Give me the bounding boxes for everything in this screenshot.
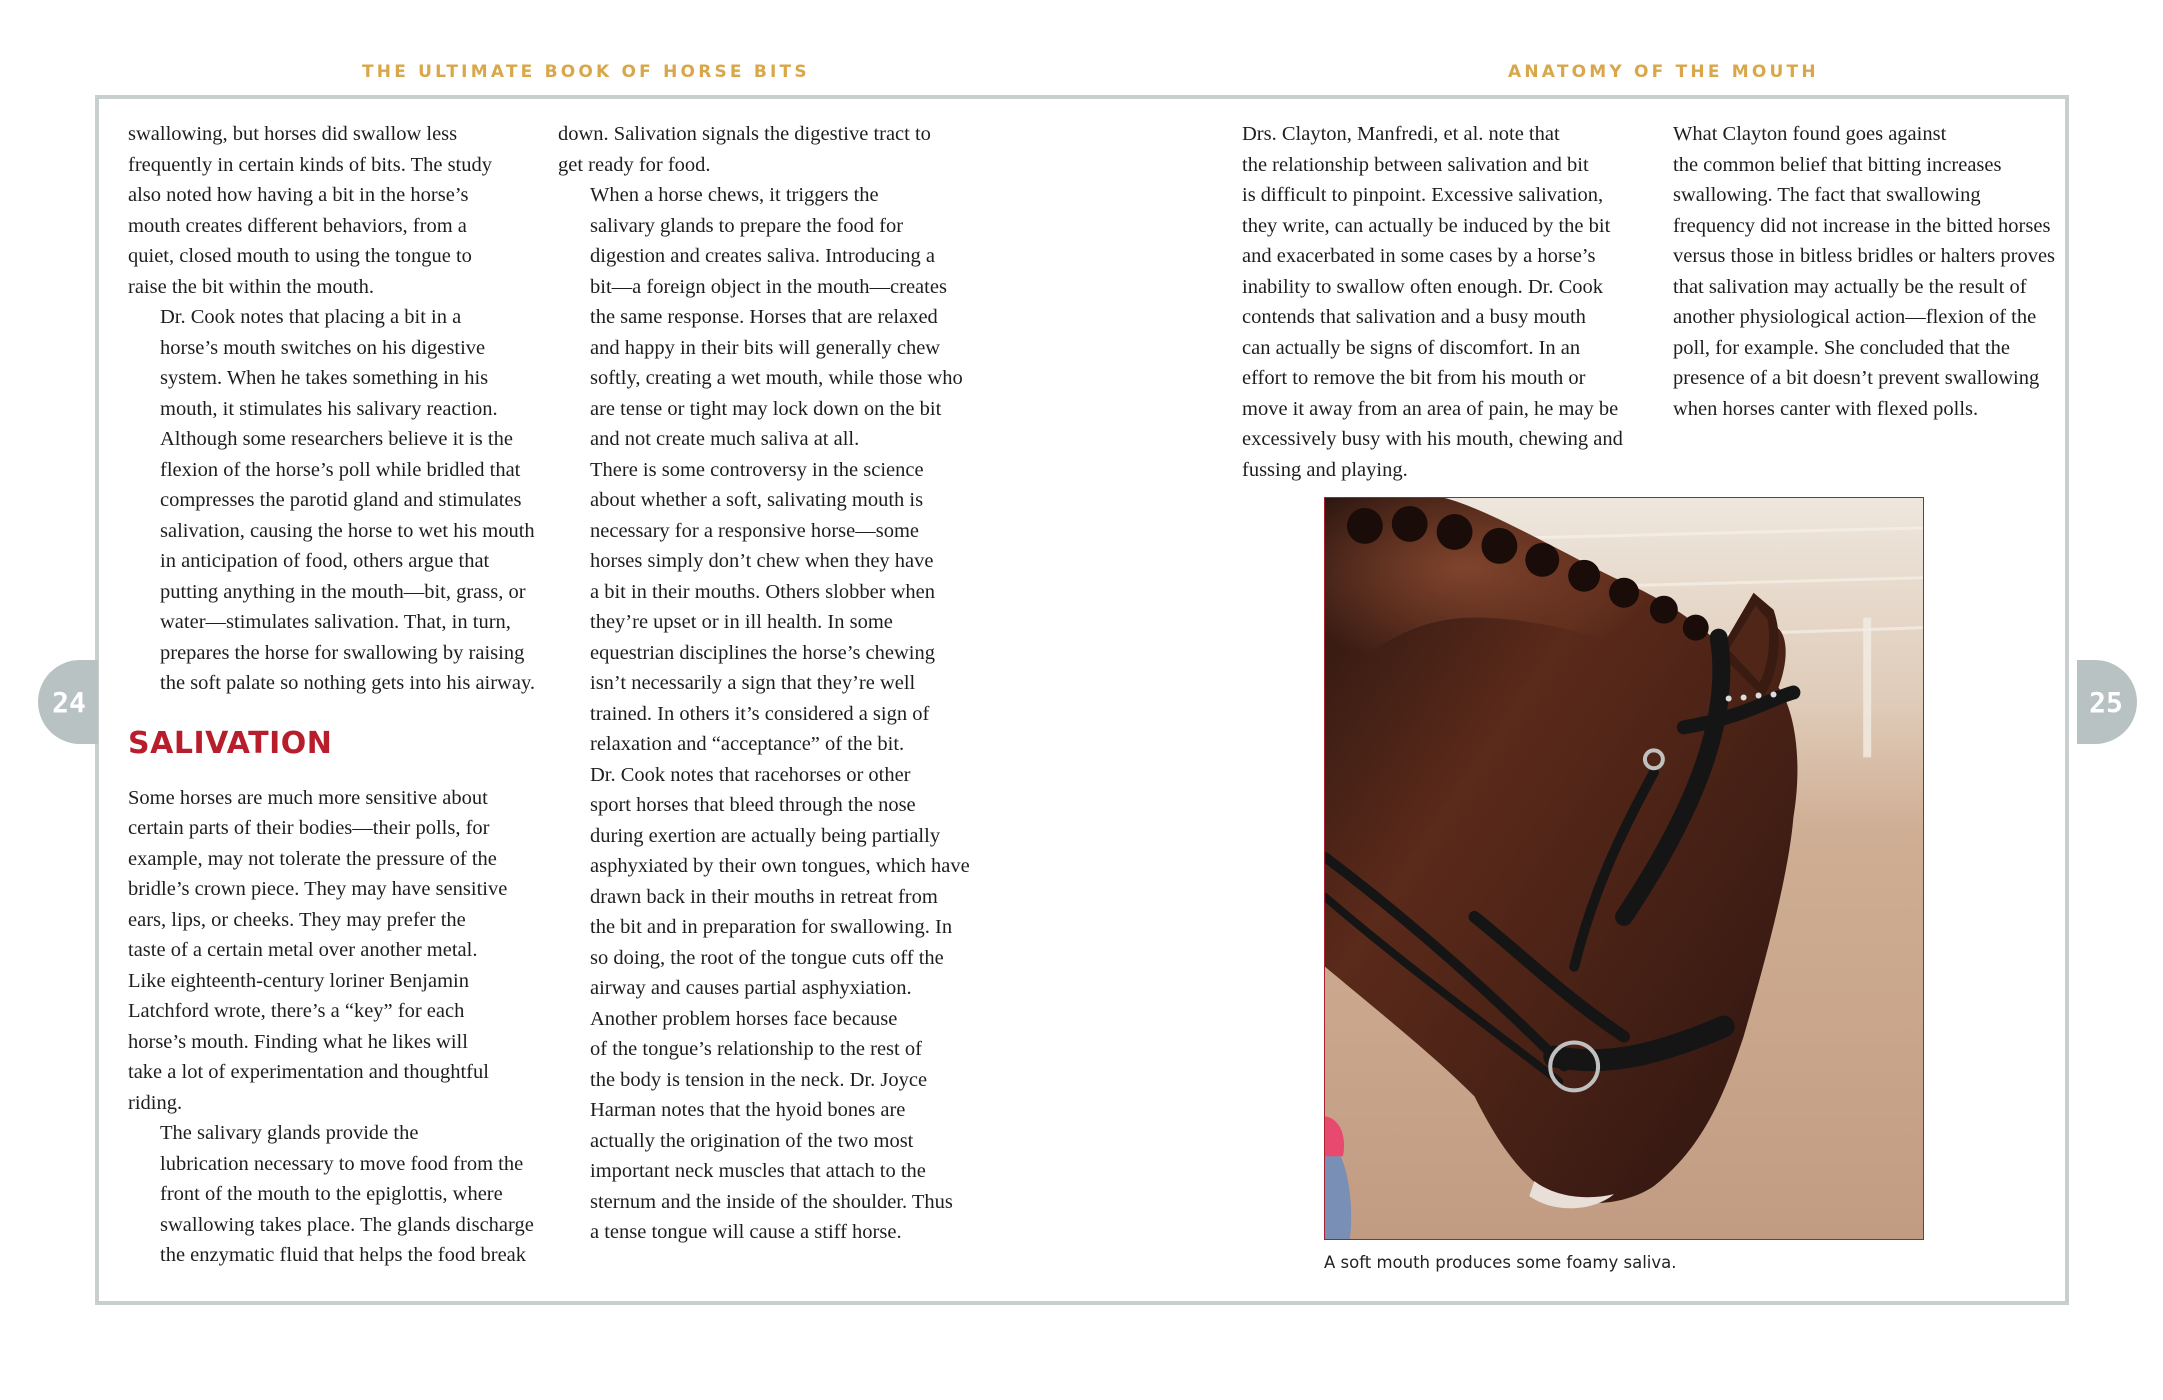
text-line: versus those in bitless bridles or halters proves bbox=[1673, 245, 2056, 267]
paragraph bbox=[128, 1118, 534, 1271]
text-line: the common belief that bitting increases bbox=[1673, 153, 2002, 176]
text-column-4 bbox=[1641, 119, 2061, 424]
text-line: Although some researchers believe it is the bbox=[160, 428, 513, 450]
paragraph bbox=[128, 302, 536, 699]
paragraph bbox=[1210, 119, 1630, 485]
text-line: Dr. Cook notes that placing a bit in a bbox=[160, 306, 462, 328]
running-head-right: ANATOMY OF THE MOUTH bbox=[1508, 62, 1819, 82]
text-line: swallowing. The fact that swallowing bbox=[1673, 184, 1981, 206]
text-line: Latchford wrote, there’s a “key” for each bbox=[128, 1000, 465, 1022]
text-line: swallowing, but horses did swallow less bbox=[128, 123, 458, 145]
text-line: asphyxiated by their own tongues, which have bbox=[590, 855, 970, 877]
paragraph bbox=[558, 180, 968, 455]
text-line: so doing, the root of the tongue cuts off the bbox=[590, 946, 944, 969]
text-line: the bit and in preparation for swallowing. In bbox=[590, 916, 953, 938]
text-line: move it away from an area of pain, he may be bbox=[1242, 397, 1619, 420]
text-line: can actually be signs of discomfort. In an bbox=[1242, 336, 1581, 359]
text-line: prepares the horse for swallowing by raising bbox=[160, 641, 525, 664]
horse-head-illustration bbox=[1325, 498, 1923, 1239]
text-line: The salivary glands provide the bbox=[160, 1122, 419, 1144]
text-line: lubrication necessary to move food from the bbox=[160, 1152, 524, 1175]
text-line: get ready for food. bbox=[558, 153, 711, 176]
text-line: and exacerbated in some cases by a horse’s bbox=[1242, 245, 1596, 267]
paragraph bbox=[558, 455, 968, 760]
text-line: salivary glands to prepare the food for bbox=[590, 214, 904, 237]
text-line: frequently in certain kinds of bits. The study bbox=[128, 153, 492, 176]
text-line: another physiological action—flexion of the bbox=[1673, 306, 2037, 328]
text-line: softly, creating a wet mouth, while those who bbox=[590, 367, 963, 389]
text-line: There is some controversy in the science bbox=[590, 458, 924, 481]
text-line: sternum and the inside of the shoulder. Thus bbox=[590, 1190, 953, 1213]
text-line: raise the bit within the mouth. bbox=[128, 275, 374, 298]
text-line: down. Salivation signals the digestive tract to bbox=[558, 123, 931, 145]
text-line: actually the origination of the two most bbox=[590, 1129, 914, 1152]
text-line: salivation, causing the horse to wet his mouth bbox=[160, 519, 535, 542]
text-line: putting anything in the mouth—bit, grass, or bbox=[160, 580, 526, 603]
text-line: compresses the parotid gland and stimulates bbox=[160, 489, 522, 511]
text-line: sport horses that bleed through the nose bbox=[590, 794, 916, 816]
text-line: necessary for a responsive horse—some bbox=[590, 519, 920, 542]
text-line: drawn back in their mouths in retreat from bbox=[590, 885, 938, 908]
paragraph bbox=[1641, 119, 2061, 424]
paragraph bbox=[558, 1004, 968, 1248]
text-line: trained. In others it’s considered a sign of bbox=[590, 702, 930, 725]
text-line: horse’s mouth switches on his digestive bbox=[160, 336, 486, 359]
page-number-right: 25 bbox=[2077, 660, 2137, 744]
text-line: about whether a soft, salivating mouth is bbox=[590, 489, 924, 511]
text-column-1 bbox=[128, 119, 536, 1271]
paragraph bbox=[558, 119, 968, 180]
text-line: riding. bbox=[128, 1091, 183, 1114]
photo-caption: A soft mouth produces some foamy saliva. bbox=[1324, 1253, 1677, 1272]
text-line: the body is tension in the neck. Dr. Joyce bbox=[590, 1068, 928, 1091]
text-line: the soft palate so nothing gets into his airway. bbox=[160, 672, 536, 694]
text-line: When a horse chews, it triggers the bbox=[590, 184, 879, 206]
text-line: horses simply don’t chew when they have bbox=[590, 550, 934, 572]
text-line: fussing and playing. bbox=[1242, 458, 1408, 481]
text-line: inability to swallow often enough. Dr. Cook bbox=[1242, 275, 1603, 298]
text-line: contends that salivation and a busy mouth bbox=[1242, 306, 1586, 328]
text-line: poll, for example. She concluded that the bbox=[1673, 336, 2011, 359]
text-line: swallowing takes place. The glands discharge bbox=[160, 1213, 534, 1236]
text-line: digestion and creates saliva. Introducing a bbox=[590, 245, 935, 267]
text-line: system. When he takes something in his bbox=[160, 367, 489, 389]
text-line: the relationship between salivation and bit bbox=[1242, 153, 1589, 176]
text-line: Drs. Clayton, Manfredi, et al. note that bbox=[1242, 123, 1560, 145]
text-line: mouth, it stimulates his salivary reaction. bbox=[160, 397, 498, 420]
text-column-3 bbox=[1210, 119, 1630, 485]
text-line: front of the mouth to the epiglottis, where bbox=[160, 1183, 503, 1205]
text-line: ears, lips, or cheeks. They may prefer the bbox=[128, 908, 466, 931]
page-number-left: 24 bbox=[38, 660, 98, 744]
horse-photo bbox=[1324, 497, 1924, 1240]
text-line: is difficult to pinpoint. Excessive salivation, bbox=[1242, 184, 1604, 206]
text-line: they’re upset or in ill health. In some bbox=[590, 611, 893, 633]
text-line: and happy in their bits will generally chew bbox=[590, 336, 941, 359]
text-line: flexion of the horse’s poll while bridled that bbox=[160, 458, 521, 481]
text-line: example, may not tolerate the pressure of the bbox=[128, 847, 497, 870]
text-line: horse’s mouth. Finding what he likes will bbox=[128, 1030, 468, 1053]
text-line: effort to remove the bit from his mouth or bbox=[1242, 367, 1586, 389]
text-line: that salivation may actually be the result of bbox=[1673, 275, 2027, 298]
text-line: presence of a bit doesn’t prevent swallowing bbox=[1673, 367, 2040, 389]
text-line: mouth creates different behaviors, from a bbox=[128, 214, 467, 237]
running-head-left: THE ULTIMATE BOOK OF HORSE BITS bbox=[362, 62, 810, 82]
paragraph bbox=[128, 119, 528, 302]
text-line: they write, can actually be induced by the bit bbox=[1242, 214, 1611, 237]
text-line: Some horses are much more sensitive about bbox=[128, 786, 488, 809]
text-line: Another problem horses face because bbox=[590, 1007, 898, 1030]
text-line: a tense tongue will cause a stiff horse. bbox=[590, 1221, 902, 1243]
text-line: quiet, closed mouth to using the tongue to bbox=[128, 245, 472, 267]
text-line: bridle’s crown piece. They may have sensitive bbox=[128, 878, 508, 900]
text-line: relaxation and “acceptance” of the bit. bbox=[590, 733, 905, 755]
text-line: Like eighteenth-century loriner Benjamin bbox=[128, 969, 469, 992]
text-line: the same response. Horses that are relaxed bbox=[590, 306, 938, 328]
text-line: isn’t necessarily a sign that they’re well bbox=[590, 672, 916, 694]
text-line: frequency did not increase in the bitted horses bbox=[1673, 214, 2051, 237]
text-line: when horses canter with flexed polls. bbox=[1673, 397, 1979, 420]
text-line: a bit in their mouths. Others slobber when bbox=[590, 580, 936, 603]
text-line: airway and causes partial asphyxiation. bbox=[590, 977, 912, 999]
text-line: Harman notes that the hyoid bones are bbox=[590, 1099, 906, 1121]
text-line: in anticipation of food, others argue that bbox=[160, 550, 490, 572]
text-line: taste of a certain metal over another metal. bbox=[128, 939, 478, 961]
text-line: the enzymatic fluid that helps the food break bbox=[160, 1244, 527, 1266]
section-heading-salivation: SALIVATION bbox=[128, 725, 333, 761]
paragraph bbox=[128, 783, 528, 1119]
text-column-2 bbox=[558, 119, 968, 1248]
text-line: bit—a foreign object in the mouth—creates bbox=[590, 275, 947, 298]
text-line: certain parts of their bodies—their polls, for bbox=[128, 817, 490, 839]
text-line: also noted how having a bit in the horse’s bbox=[128, 184, 469, 206]
text-line: and not create much saliva at all. bbox=[590, 428, 860, 450]
paragraph bbox=[558, 760, 968, 1004]
text-line: take a lot of experimentation and thoughtful bbox=[128, 1061, 489, 1083]
text-line: What Clayton found goes against bbox=[1673, 123, 1947, 145]
text-line: water—stimulates salivation. That, in turn, bbox=[160, 611, 511, 633]
text-line: are tense or tight may lock down on the bit bbox=[590, 397, 942, 420]
text-line: during exertion are actually being partially bbox=[590, 824, 941, 847]
text-line: equestrian disciplines the horse’s chewing bbox=[590, 641, 935, 664]
text-line: of the tongue’s relationship to the rest of bbox=[590, 1038, 922, 1060]
text-line: excessively busy with his mouth, chewing and bbox=[1242, 428, 1623, 450]
text-line: important neck muscles that attach to the bbox=[590, 1160, 926, 1182]
text-line: Dr. Cook notes that racehorses or other bbox=[590, 763, 911, 786]
